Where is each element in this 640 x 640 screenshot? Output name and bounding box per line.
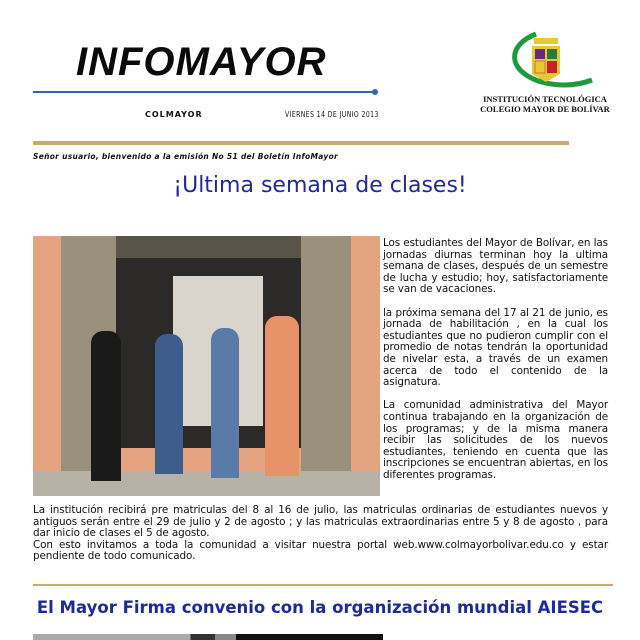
publisher-label: COLMAYOR (145, 110, 203, 119)
students-photo (33, 236, 380, 496)
paragraph: la próxima semana del 17 al 21 de junio, es jornada de habilitación , en la cual los estudiantes que no pudieron cumplir con el promedio de notas tendrán la oportunidad de nivelar esta, a través de un examen acerca de todo el contenido de la asignatura. (383, 306, 608, 389)
article-heading: ¡Ultima semana de clases! (173, 173, 467, 198)
welcome-message: Señor usuario, bienvenido a la emisión No 51 del Boletín InfoMayor (33, 152, 339, 161)
article-photo (33, 634, 383, 640)
article-heading: El Mayor Firma convenio con la organización mundial AIESEC (36, 598, 604, 617)
paragraph: La institución recibirá pre matriculas del 8 al 16 de julio, las matriculas ordinarias de estudiantes nuevos y antiguos serán entre el 29 de julio y 2 de agosto ; y las matriculas extraordinarias entre 5 y 8 de agosto , para dar inicio de clases el 5 de agosto. (33, 504, 608, 540)
institution-name-line2: COLEGIO MAYOR DE BOLÍVAR (480, 104, 610, 114)
title-rule-dot (372, 89, 378, 95)
paragraph: Los estudiantes del Mayor de Bolívar, en las jornadas diurnas terminan hoy la ultima semana de clases, después de un semestre de lucha y estudio; hoy, satisfactoriamente se van de vacaciones. (383, 237, 608, 296)
article-column-text (383, 238, 608, 493)
title-rule (33, 91, 375, 93)
paragraph: Con esto invitamos a toda la comunidad a visitar nuestra portal web.www.colmayorbolivar.edu.co y estar pendiente de todo comunicado. (33, 538, 608, 563)
institution-name-line1: INSTITUCIÓN TECNOLÓGICA (483, 94, 607, 104)
issue-date: VIERNES 14 DE JUNIO 2013 (285, 110, 379, 119)
paragraph: La comunidad administrativa del Mayor continua trabajando en la organización de los programas; y de la misma manera recibir las solicitudes de los nuevos estudiantes, teniendo en cuenta que las inscripciones se encuentran abiertas, en los diferentes programas. (383, 399, 608, 481)
divider (33, 584, 613, 586)
divider (33, 141, 569, 145)
institution-logo (496, 30, 596, 90)
article-bottom-text (33, 505, 608, 563)
newsletter-title: INFOMAYOR (76, 40, 327, 84)
